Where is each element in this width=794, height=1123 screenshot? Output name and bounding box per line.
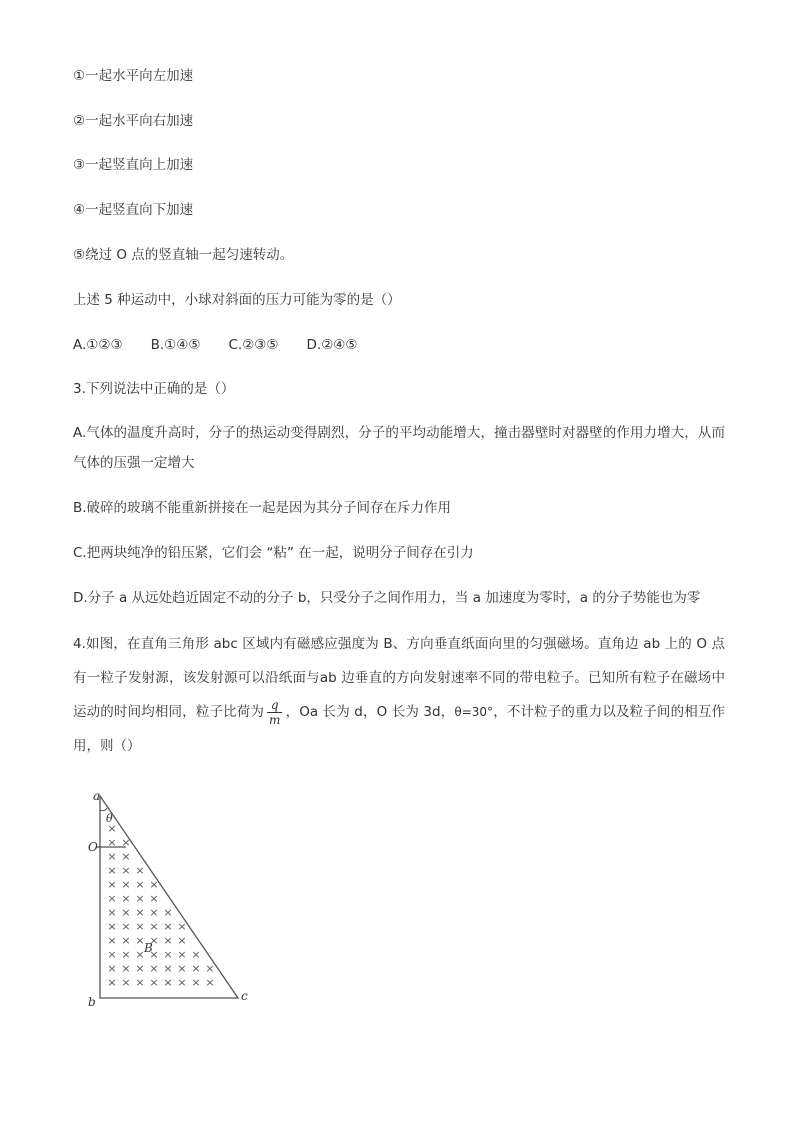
q3-option-a: A.气体的温度升高时，分子的热运动变得剧烈，分子的平均动能增大，撞击器壁时对器壁的作用力增大，从而气体的压强一定增大 bbox=[73, 425, 725, 471]
field-cross: × bbox=[163, 920, 173, 933]
q4-stem-part1: 4.如图，在直角三角形 abc 区域内有磁感应强度为 B、方向垂直纸面向里的匀强磁场。直角边 ab 上的 O 点有一粒子发射源，该发射源可以沿纸面与ab 边垂直的方向发射速率不同的带电粒子。已知所有粒子在磁场中运动的时间均相同，粒子比荷为 bbox=[73, 636, 725, 720]
field-cross: × bbox=[135, 892, 145, 905]
field-cross: × bbox=[149, 948, 159, 961]
field-cross: × bbox=[177, 948, 187, 961]
q3-stem: 3.下列说法中正确的是（） bbox=[73, 381, 235, 397]
field-cross: × bbox=[121, 920, 131, 933]
field-cross: × bbox=[205, 976, 215, 989]
q2-option-a: A.①②③ bbox=[73, 337, 123, 353]
item-1: ①一起水平向左加速 bbox=[73, 68, 194, 84]
q2-option-d: D.②④⑤ bbox=[306, 337, 358, 353]
field-cross: × bbox=[121, 864, 131, 877]
field-cross: × bbox=[107, 836, 117, 849]
field-cross: × bbox=[107, 892, 117, 905]
field-cross: × bbox=[177, 962, 187, 975]
label-a: a bbox=[93, 789, 101, 803]
field-cross: × bbox=[149, 934, 159, 947]
item-4: ④一起竖直向下加速 bbox=[73, 202, 194, 218]
q2-option-b: B.①④⑤ bbox=[150, 337, 201, 353]
field-cross: × bbox=[135, 920, 145, 933]
field-cross: × bbox=[107, 850, 117, 863]
field-cross: × bbox=[191, 976, 201, 989]
q2-option-c: C.②③⑤ bbox=[228, 337, 279, 353]
field-cross: × bbox=[135, 878, 145, 891]
field-cross: × bbox=[177, 934, 187, 947]
q3-option-c: C.把两块纯净的铅压紧，它们会 “粘” 在一起，说明分子间存在引力 bbox=[73, 545, 474, 561]
field-cross: × bbox=[149, 906, 159, 919]
field-cross: × bbox=[121, 934, 131, 947]
field-cross: × bbox=[149, 920, 159, 933]
field-cross: × bbox=[121, 836, 131, 849]
q3-option-b: B.破碎的玻璃不能重新拼接在一起是因为其分子间存在斥力作用 bbox=[73, 500, 452, 516]
field-cross: × bbox=[107, 864, 117, 877]
field-cross: × bbox=[107, 906, 117, 919]
field-cross: × bbox=[121, 878, 131, 891]
field-cross: × bbox=[121, 892, 131, 905]
field-cross: × bbox=[135, 906, 145, 919]
field-cross: × bbox=[135, 934, 145, 947]
field-cross: × bbox=[163, 962, 173, 975]
q2-stem: 上述 5 种运动中，小球对斜面的压力可能为零的是（） bbox=[73, 292, 401, 308]
field-cross: × bbox=[135, 976, 145, 989]
field-cross: × bbox=[163, 934, 173, 947]
field-cross: × bbox=[107, 962, 117, 975]
frac-numerator: q bbox=[267, 698, 282, 713]
field-cross: × bbox=[121, 850, 131, 863]
q2-options bbox=[73, 335, 386, 355]
item-2: ②一起水平向右加速 bbox=[73, 113, 194, 129]
field-cross: × bbox=[177, 976, 187, 989]
field-cross: × bbox=[135, 962, 145, 975]
label-b: b bbox=[88, 995, 96, 1009]
theta-arc bbox=[100, 808, 107, 811]
label-o: O bbox=[88, 840, 98, 854]
charge-mass-ratio bbox=[267, 698, 282, 727]
field-cross: × bbox=[107, 976, 117, 989]
field-cross: × bbox=[149, 892, 159, 905]
field-cross: × bbox=[135, 948, 145, 961]
field-cross: × bbox=[149, 962, 159, 975]
q4-stem bbox=[73, 627, 725, 763]
field-cross: × bbox=[121, 962, 131, 975]
magnetic-field-marks bbox=[107, 822, 214, 989]
field-cross: × bbox=[163, 906, 173, 919]
field-cross: × bbox=[107, 822, 117, 835]
field-cross: × bbox=[107, 934, 117, 947]
field-cross: × bbox=[149, 976, 159, 989]
field-cross: × bbox=[205, 962, 215, 975]
triangle-figure bbox=[68, 784, 268, 1014]
label-theta: θ bbox=[106, 812, 113, 825]
field-cross: × bbox=[191, 948, 201, 961]
q4-stem-part2: ，Oa 长为 d，O 长为 3d， bbox=[285, 704, 455, 720]
field-cross: × bbox=[163, 948, 173, 961]
item-3: ③一起竖直向上加速 bbox=[73, 157, 194, 173]
field-cross: × bbox=[191, 962, 201, 975]
field-cross: × bbox=[121, 976, 131, 989]
theta-value: θ=30° bbox=[454, 705, 494, 719]
label-c: c bbox=[241, 989, 248, 1003]
frac-denominator: m bbox=[269, 712, 281, 727]
field-cross: × bbox=[135, 864, 145, 877]
field-cross: × bbox=[121, 948, 131, 961]
field-cross: × bbox=[107, 920, 117, 933]
q4-stem-part3: ，不计粒子的重力以及粒子间的相互作用，则（） bbox=[73, 704, 726, 754]
field-cross: × bbox=[177, 920, 187, 933]
field-cross: × bbox=[163, 976, 173, 989]
field-cross: × bbox=[149, 878, 159, 891]
field-cross: × bbox=[107, 948, 117, 961]
item-5: ⑤绕过 O 点的竖直轴一起匀速转动。 bbox=[73, 247, 294, 263]
field-cross: × bbox=[121, 906, 131, 919]
label-b-field: B bbox=[144, 941, 153, 955]
q3-option-d: D.分子 a 从远处趋近固定不动的分子 b，只受分子之间作用力，当 a 加速度为零时，a 的分子势能也为零 bbox=[73, 590, 701, 606]
field-cross: × bbox=[107, 878, 117, 891]
